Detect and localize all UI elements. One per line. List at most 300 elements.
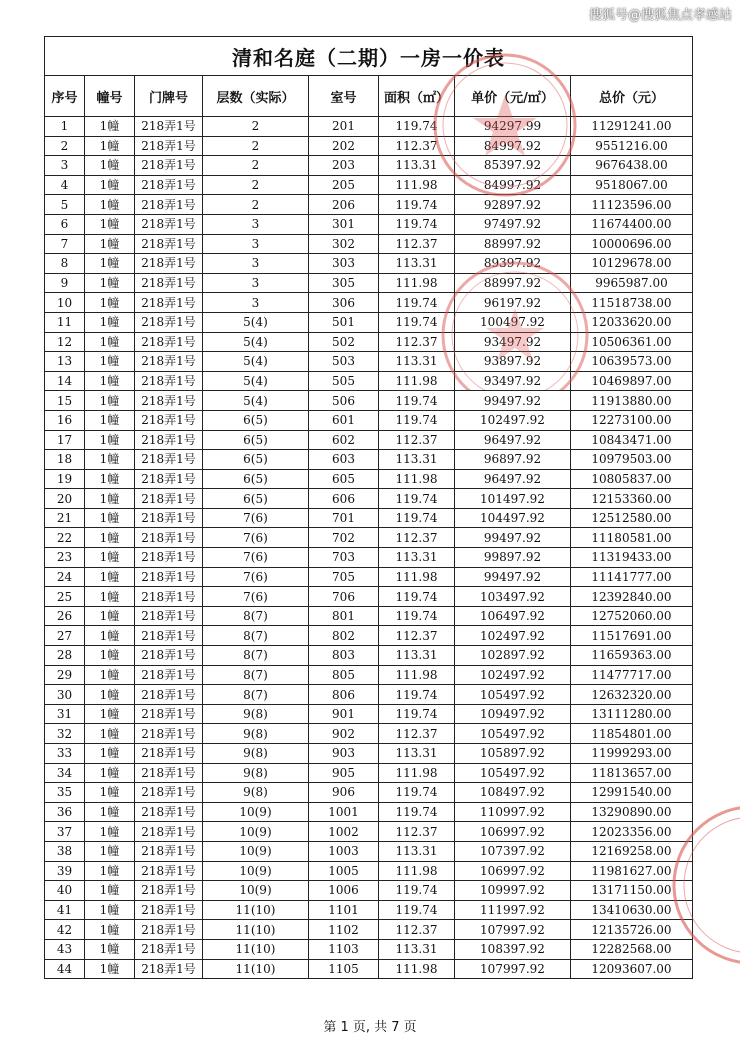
table-cell: 10979503.00 (571, 450, 693, 470)
table-cell: 1幢 (85, 254, 135, 274)
table-cell: 107997.92 (455, 959, 571, 979)
table-cell: 13171150.00 (571, 881, 693, 901)
table-cell: 706 (309, 587, 379, 607)
table-cell: 36 (45, 802, 85, 822)
table-cell: 111.98 (379, 665, 455, 685)
table-cell: 206 (309, 195, 379, 215)
table-cell: 119.74 (379, 606, 455, 626)
table-cell: 23 (45, 548, 85, 568)
table-cell: 119.74 (379, 312, 455, 332)
table-cell: 13111280.00 (571, 704, 693, 724)
table-cell: 218弄1号 (135, 175, 203, 195)
table-cell: 1幢 (85, 763, 135, 783)
table-cell: 35 (45, 783, 85, 803)
table-cell: 5(4) (203, 391, 309, 411)
table-cell: 11(10) (203, 939, 309, 959)
table-cell: 111.98 (379, 175, 455, 195)
table-cell: 902 (309, 724, 379, 744)
table-cell: 12273100.00 (571, 410, 693, 430)
table-cell: 41 (45, 900, 85, 920)
table-cell: 1幢 (85, 410, 135, 430)
table-cell: 92897.92 (455, 195, 571, 215)
table-row (45, 332, 693, 352)
table-cell: 218弄1号 (135, 744, 203, 764)
table-cell: 906 (309, 783, 379, 803)
table-cell: 1幢 (85, 175, 135, 195)
table-cell: 11813657.00 (571, 763, 693, 783)
table-cell: 11180581.00 (571, 528, 693, 548)
table-cell: 29 (45, 665, 85, 685)
table-cell: 26 (45, 606, 85, 626)
table-cell: 1幢 (85, 685, 135, 705)
table-cell: 2 (203, 117, 309, 137)
table-row (45, 567, 693, 587)
table-cell: 218弄1号 (135, 920, 203, 940)
table-cell: 10805837.00 (571, 469, 693, 489)
table-cell: 110997.92 (455, 802, 571, 822)
table-cell: 11659363.00 (571, 646, 693, 666)
table-cell: 1幢 (85, 704, 135, 724)
table-row (45, 528, 693, 548)
table-cell: 1幢 (85, 430, 135, 450)
table-cell: 112.37 (379, 234, 455, 254)
table-row (45, 391, 693, 411)
table-cell: 218弄1号 (135, 704, 203, 724)
table-row (45, 293, 693, 313)
column-header: 幢号 (85, 76, 135, 117)
table-cell: 99897.92 (455, 548, 571, 568)
table-cell: 11674400.00 (571, 214, 693, 234)
table-cell: 1005 (309, 861, 379, 881)
table-cell: 218弄1号 (135, 254, 203, 274)
table-cell: 1幢 (85, 646, 135, 666)
table-cell: 10129678.00 (571, 254, 693, 274)
table-cell: 506 (309, 391, 379, 411)
table-cell: 11518738.00 (571, 293, 693, 313)
table-row (45, 136, 693, 156)
table-cell: 11(10) (203, 900, 309, 920)
table-row (45, 175, 693, 195)
table-title: 清和名庭（二期）一房一价表 (45, 37, 693, 76)
table-cell: 10(9) (203, 881, 309, 901)
table-cell: 99497.92 (455, 567, 571, 587)
table-row (45, 959, 693, 979)
table-cell: 1幢 (85, 528, 135, 548)
table-cell: 1幢 (85, 959, 135, 979)
table-cell: 218弄1号 (135, 665, 203, 685)
table-cell: 1幢 (85, 234, 135, 254)
table-row (45, 450, 693, 470)
table-cell: 119.74 (379, 881, 455, 901)
table-cell: 905 (309, 763, 379, 783)
table-cell: 1102 (309, 920, 379, 940)
table-cell: 501 (309, 312, 379, 332)
table-cell: 28 (45, 646, 85, 666)
table-cell: 1幢 (85, 665, 135, 685)
table-cell: 113.31 (379, 548, 455, 568)
table-row (45, 881, 693, 901)
table-cell: 119.74 (379, 900, 455, 920)
table-cell: 108497.92 (455, 783, 571, 803)
table-cell: 218弄1号 (135, 606, 203, 626)
table-cell: 218弄1号 (135, 822, 203, 842)
table-cell: 10000696.00 (571, 234, 693, 254)
table-cell: 1幢 (85, 156, 135, 176)
table-cell: 5(4) (203, 332, 309, 352)
table-cell: 18 (45, 450, 85, 470)
table-row (45, 410, 693, 430)
table-cell: 1幢 (85, 391, 135, 411)
table-cell: 6(5) (203, 450, 309, 470)
table-cell: 218弄1号 (135, 861, 203, 881)
table-cell: 4 (45, 175, 85, 195)
table-row (45, 763, 693, 783)
table-cell: 10639573.00 (571, 352, 693, 372)
table-cell: 1幢 (85, 841, 135, 861)
column-header: 室号 (309, 76, 379, 117)
table-cell: 1幢 (85, 450, 135, 470)
table-cell: 306 (309, 293, 379, 313)
table-cell: 6(5) (203, 410, 309, 430)
table-cell: 218弄1号 (135, 117, 203, 137)
table-header-row (45, 76, 693, 117)
table-cell: 218弄1号 (135, 489, 203, 509)
table-cell: 11291241.00 (571, 117, 693, 137)
table-cell: 7(6) (203, 567, 309, 587)
table-cell: 218弄1号 (135, 136, 203, 156)
table-cell: 803 (309, 646, 379, 666)
table-row (45, 195, 693, 215)
table-cell: 2 (203, 136, 309, 156)
table-cell: 11477717.00 (571, 665, 693, 685)
table-cell: 44 (45, 959, 85, 979)
table-cell: 119.74 (379, 489, 455, 509)
table-cell: 33 (45, 744, 85, 764)
table-cell: 113.31 (379, 156, 455, 176)
table-row (45, 430, 693, 450)
table-cell: 11981627.00 (571, 861, 693, 881)
table-row (45, 685, 693, 705)
watermark-text: 搜狐号@搜狐焦点孝感站 (588, 8, 732, 23)
table-cell: 11913880.00 (571, 391, 693, 411)
table-cell: 8(7) (203, 626, 309, 646)
table-row (45, 783, 693, 803)
table-cell: 7(6) (203, 528, 309, 548)
table-cell: 21 (45, 508, 85, 528)
table-cell: 2 (203, 175, 309, 195)
table-cell: 11 (45, 312, 85, 332)
table-row (45, 548, 693, 568)
table-cell: 218弄1号 (135, 352, 203, 372)
table-row (45, 646, 693, 666)
table-cell: 218弄1号 (135, 450, 203, 470)
table-cell: 11854801.00 (571, 724, 693, 744)
table-cell: 218弄1号 (135, 332, 203, 352)
table-cell: 6(5) (203, 469, 309, 489)
table-cell: 701 (309, 508, 379, 528)
table-cell: 14 (45, 371, 85, 391)
table-cell: 37 (45, 822, 85, 842)
table-cell: 9965987.00 (571, 273, 693, 293)
table-cell: 218弄1号 (135, 548, 203, 568)
table-cell: 205 (309, 175, 379, 195)
table-cell: 9(8) (203, 783, 309, 803)
table-cell: 40 (45, 881, 85, 901)
table-cell: 1幢 (85, 626, 135, 646)
table-cell: 99497.92 (455, 391, 571, 411)
table-cell: 301 (309, 214, 379, 234)
table-cell: 109497.92 (455, 704, 571, 724)
table-cell: 10843471.00 (571, 430, 693, 450)
table-cell: 88997.92 (455, 234, 571, 254)
table-cell: 5 (45, 195, 85, 215)
table-cell: 1幢 (85, 861, 135, 881)
table-cell: 218弄1号 (135, 587, 203, 607)
table-cell: 113.31 (379, 450, 455, 470)
table-cell: 802 (309, 626, 379, 646)
table-cell: 102497.92 (455, 665, 571, 685)
table-cell: 218弄1号 (135, 430, 203, 450)
table-cell: 39 (45, 861, 85, 881)
table-cell: 119.74 (379, 587, 455, 607)
table-cell: 218弄1号 (135, 881, 203, 901)
table-row (45, 626, 693, 646)
table-cell: 119.74 (379, 704, 455, 724)
table-cell: 1幢 (85, 489, 135, 509)
table-cell: 6(5) (203, 489, 309, 509)
table-cell: 96497.92 (455, 469, 571, 489)
table-cell: 112.37 (379, 920, 455, 940)
table-row (45, 920, 693, 940)
table-cell: 96897.92 (455, 450, 571, 470)
table-cell: 1 (45, 117, 85, 137)
table-cell: 105497.92 (455, 724, 571, 744)
column-header: 层数（实际） (203, 76, 309, 117)
table-cell: 102497.92 (455, 626, 571, 646)
table-cell: 218弄1号 (135, 567, 203, 587)
table-cell: 218弄1号 (135, 391, 203, 411)
table-cell: 218弄1号 (135, 156, 203, 176)
table-cell: 112.37 (379, 332, 455, 352)
table-cell: 218弄1号 (135, 410, 203, 430)
table-cell: 1幢 (85, 293, 135, 313)
table-cell: 1幢 (85, 117, 135, 137)
table-cell: 111997.92 (455, 900, 571, 920)
table-cell: 502 (309, 332, 379, 352)
table-cell: 1幢 (85, 214, 135, 234)
table-row (45, 900, 693, 920)
table-row (45, 234, 693, 254)
table-cell: 112.37 (379, 822, 455, 842)
table-row (45, 704, 693, 724)
table-row (45, 587, 693, 607)
table-cell: 13410630.00 (571, 900, 693, 920)
table-cell: 1006 (309, 881, 379, 901)
table-cell: 705 (309, 567, 379, 587)
table-cell: 111.98 (379, 567, 455, 587)
table-row (45, 117, 693, 137)
table-cell: 119.74 (379, 391, 455, 411)
table-cell: 1幢 (85, 587, 135, 607)
table-cell: 218弄1号 (135, 293, 203, 313)
table-cell: 7(6) (203, 508, 309, 528)
table-row (45, 312, 693, 332)
table-cell: 503 (309, 352, 379, 372)
table-cell: 605 (309, 469, 379, 489)
table-cell: 218弄1号 (135, 939, 203, 959)
table-cell: 603 (309, 450, 379, 470)
table-row (45, 489, 693, 509)
table-cell: 119.74 (379, 783, 455, 803)
table-cell: 5(4) (203, 312, 309, 332)
table-cell: 1幢 (85, 900, 135, 920)
table-cell: 12392840.00 (571, 587, 693, 607)
table-cell: 113.31 (379, 254, 455, 274)
table-row (45, 841, 693, 861)
table-cell: 601 (309, 410, 379, 430)
table-row (45, 469, 693, 489)
table-cell: 30 (45, 685, 85, 705)
table-cell: 31 (45, 704, 85, 724)
table-cell: 8(7) (203, 606, 309, 626)
table-cell: 119.74 (379, 410, 455, 430)
table-cell: 43 (45, 939, 85, 959)
table-cell: 113.31 (379, 352, 455, 372)
table-cell: 1幢 (85, 352, 135, 372)
table-cell: 2 (45, 136, 85, 156)
table-cell: 112.37 (379, 430, 455, 450)
table-cell: 10(9) (203, 861, 309, 881)
table-cell: 1幢 (85, 920, 135, 940)
table-cell: 109997.92 (455, 881, 571, 901)
table-cell: 218弄1号 (135, 685, 203, 705)
table-cell: 201 (309, 117, 379, 137)
table-cell: 1幢 (85, 744, 135, 764)
table-cell: 9 (45, 273, 85, 293)
table-cell: 7(6) (203, 587, 309, 607)
table-row (45, 273, 693, 293)
table-cell: 505 (309, 371, 379, 391)
table-cell: 1幢 (85, 469, 135, 489)
table-row (45, 156, 693, 176)
table-cell: 111.98 (379, 763, 455, 783)
table-cell: 12135726.00 (571, 920, 693, 940)
table-cell: 218弄1号 (135, 841, 203, 861)
table-cell: 1幢 (85, 136, 135, 156)
table-cell: 99497.92 (455, 528, 571, 548)
table-cell: 1002 (309, 822, 379, 842)
column-header: 门牌号 (135, 76, 203, 117)
table-cell: 10(9) (203, 802, 309, 822)
table-cell: 1幢 (85, 548, 135, 568)
table-cell: 106997.92 (455, 822, 571, 842)
table-cell: 119.74 (379, 195, 455, 215)
table-cell: 42 (45, 920, 85, 940)
table-cell: 12153360.00 (571, 489, 693, 509)
table-cell: 9676438.00 (571, 156, 693, 176)
table-cell: 2 (203, 156, 309, 176)
table-cell: 9(8) (203, 763, 309, 783)
table-cell: 108397.92 (455, 939, 571, 959)
table-cell: 96497.92 (455, 430, 571, 450)
table-cell: 9(8) (203, 744, 309, 764)
table-cell: 218弄1号 (135, 312, 203, 332)
table-row (45, 214, 693, 234)
table-cell: 38 (45, 841, 85, 861)
table-cell: 218弄1号 (135, 626, 203, 646)
table-cell: 112.37 (379, 724, 455, 744)
table-cell: 84997.92 (455, 136, 571, 156)
table-cell: 7 (45, 234, 85, 254)
table-cell: 1幢 (85, 567, 135, 587)
table-body (45, 117, 693, 979)
table-cell: 3 (203, 293, 309, 313)
table-cell: 94297.99 (455, 117, 571, 137)
table-cell: 25 (45, 587, 85, 607)
table-cell: 96197.92 (455, 293, 571, 313)
table-cell: 12512580.00 (571, 508, 693, 528)
table-row (45, 822, 693, 842)
table-cell: 218弄1号 (135, 528, 203, 548)
column-header: 序号 (45, 76, 85, 117)
table-cell: 1003 (309, 841, 379, 861)
table-cell: 1103 (309, 939, 379, 959)
table-cell: 10 (45, 293, 85, 313)
table-cell: 202 (309, 136, 379, 156)
table-cell: 111.98 (379, 861, 455, 881)
column-header: 总价（元） (571, 76, 693, 117)
table-cell: 3 (203, 273, 309, 293)
table-row (45, 861, 693, 881)
table-cell: 105497.92 (455, 685, 571, 705)
table-cell: 27 (45, 626, 85, 646)
table-cell: 702 (309, 528, 379, 548)
table-cell: 5(4) (203, 352, 309, 372)
table-cell: 1幢 (85, 332, 135, 352)
table-cell: 119.74 (379, 117, 455, 137)
price-sheet (44, 36, 692, 979)
table-cell: 101497.92 (455, 489, 571, 509)
table-cell: 8(7) (203, 646, 309, 666)
table-cell: 15 (45, 391, 85, 411)
table-cell: 218弄1号 (135, 195, 203, 215)
table-cell: 606 (309, 489, 379, 509)
table-cell: 12282568.00 (571, 939, 693, 959)
table-cell: 1幢 (85, 881, 135, 901)
table-cell: 806 (309, 685, 379, 705)
table-cell: 218弄1号 (135, 508, 203, 528)
table-cell: 111.98 (379, 371, 455, 391)
table-cell: 218弄1号 (135, 724, 203, 744)
table-cell: 901 (309, 704, 379, 724)
table-cell: 218弄1号 (135, 371, 203, 391)
table-row (45, 508, 693, 528)
table-cell: 1001 (309, 802, 379, 822)
table-cell: 9551216.00 (571, 136, 693, 156)
table-row (45, 939, 693, 959)
table-cell: 703 (309, 548, 379, 568)
table-cell: 3 (45, 156, 85, 176)
table-cell: 113.31 (379, 646, 455, 666)
table-cell: 112.37 (379, 136, 455, 156)
table-cell: 1幢 (85, 371, 135, 391)
table-cell: 1幢 (85, 606, 135, 626)
table-cell: 1幢 (85, 783, 135, 803)
table-cell: 8(7) (203, 665, 309, 685)
table-cell: 119.74 (379, 802, 455, 822)
table-cell: 10(9) (203, 841, 309, 861)
table-cell: 12991540.00 (571, 783, 693, 803)
